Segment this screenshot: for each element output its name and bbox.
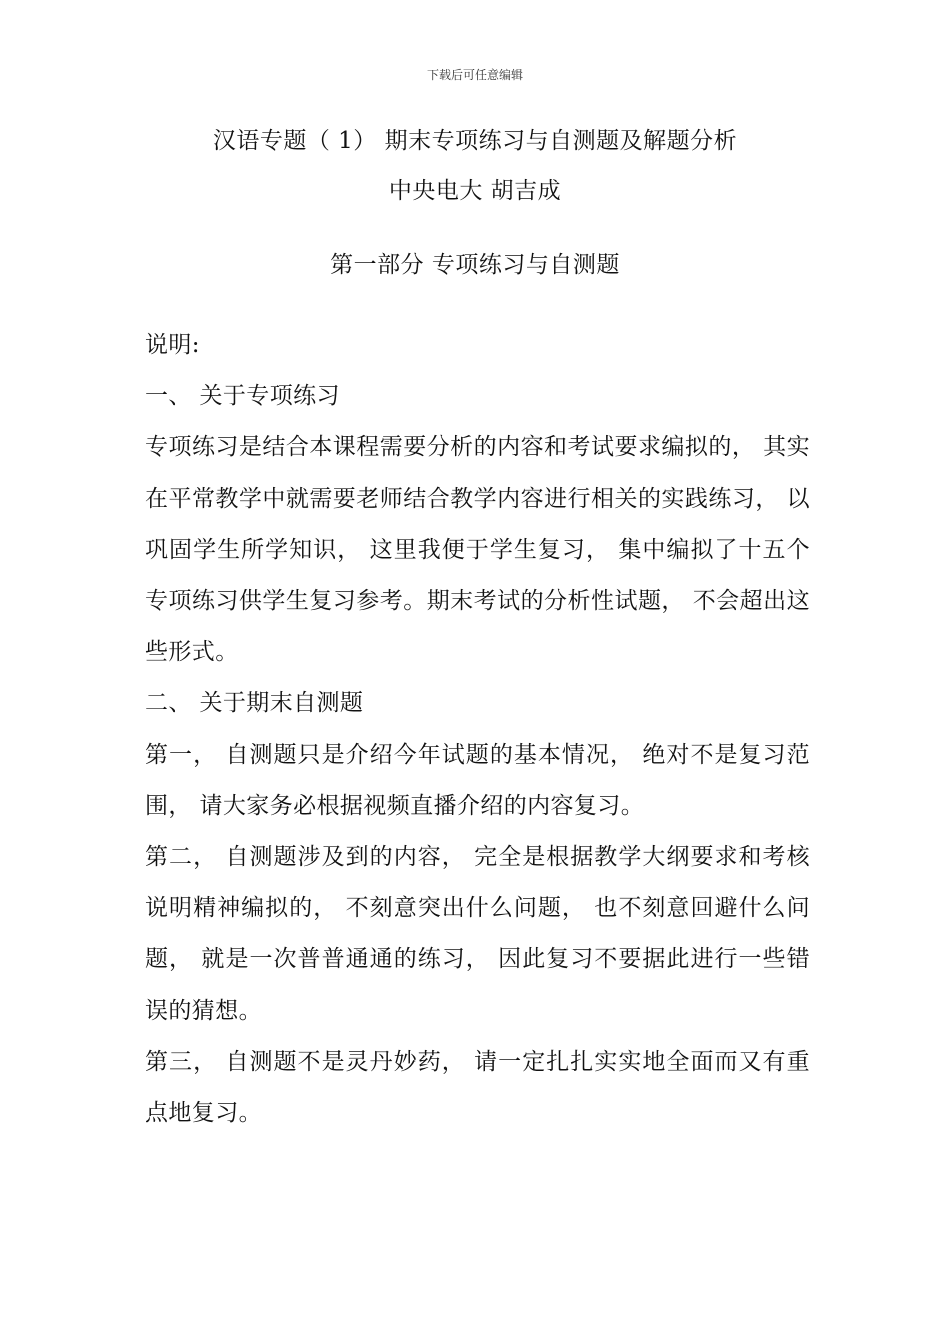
- document-title: 汉语专题（ 1） 期末专项练习与自测题及解题分析: [212, 128, 738, 154]
- part-title: 第一部分 专项练习与自测题: [330, 252, 620, 278]
- header-note: 下载后可任意编辑: [426, 68, 523, 82]
- document-body: [145, 320, 810, 1139]
- paragraph-point-2: 第二， 自测题涉及到的内容， 完全是根据教学大纲要求和考核说明精神编拟的， 不刻意突出什么问题， 也不刻意回避什么问题， 就是一次普普通通的练习， 因此复习不要据此进行一些错误的猜想。: [145, 844, 810, 1024]
- paragraph-section-1-body: 专项练习是结合本课程需要分析的内容和考试要求编拟的， 其实在平常教学中就需要老师结合教学内容进行相关的实践练习， 以巩固学生所学知识， 这里我便于学生复习， 集中编拟了十五个专项练习供学生复习参考。期末考试的分析性试题， 不会超出这些形式。: [145, 434, 810, 666]
- paragraph-section-1-heading: 一、 关于专项练习: [145, 383, 340, 410]
- paragraph-note-label: 说明:: [145, 332, 200, 358]
- paragraph-point-1: 第一， 自测题只是介绍今年试题的基本情况， 绝对不是复习范围， 请大家务必根据视频直播介绍的内容复习。: [145, 741, 810, 819]
- paragraph-point-3: 第三， 自测题不是灵丹妙药， 请一定扎扎实实地全面而又有重点地复习。: [145, 1048, 810, 1127]
- paragraph-section-2-heading: 二、 关于期末自测题: [145, 690, 364, 717]
- document-author: 中央电大 胡吉成: [388, 178, 562, 204]
